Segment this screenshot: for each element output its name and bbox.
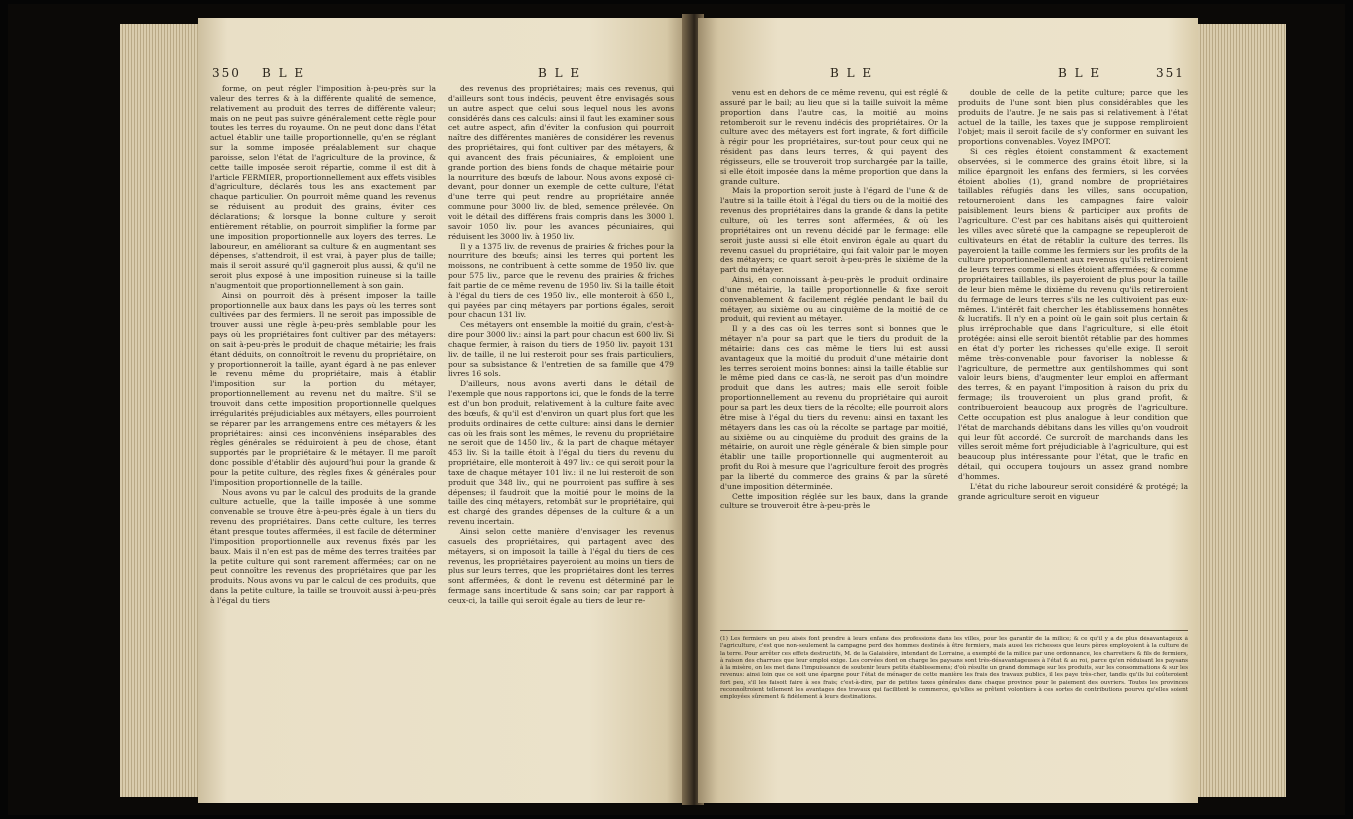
paragraph: Ainsi on pourroit dès à présent imposer la taille proportionnelle aux baux dans les pays où les terres sont cultivées par des fermiers. Il ne seroit pas impossible de trouver aussi une règle à-peu-près semblable pour les pays où les propriétaires font cultiver par des métayers: on sait à-peu-près le produit de chaque métairie; les frais étant déduits, on connoîtroit le revenu du propriétaire, on y proportionneroit la taille, ayant égard à ne pas enlever le revenu même du propriétaire, mais à établir l'imposition sur la portion du métayer, proportionnellement au revenu net du maître. S'il se trouvoit dans cette imposition proportionnelle quelques irrégularités préjudiciables aux métayers, elles pourroient se réparer par les arrangemens entre ces métayers & les propriétaires: ainsi ces inconvéniens inséparables des règles générales se réduiroient à peu de chose, étant supportés par le propriétaire & le métayer. Il me paroît donc possible d'établir dès aujourd'hui pour la grande & pour la petite culture, des règles fixes & générales pour l'imposition proportionnelle de la taille. bbox=[210, 290, 436, 487]
paragraph: Ces métayers ont ensemble la moitié du grain, c'est-à-dire pour 3000 liv.: ainsi la part pour chacun est 600 liv. Si chaque fermier, à raison du tiers de 1950 liv. payoit 131 liv. de taille, il ne lui resteroit pour ses frais particuliers, pour sa subsistance & l'entretien de sa famille que 479 livres 16 sols. bbox=[448, 320, 674, 379]
paragraph: double de celle de la petite culture; parce que les produits de l'une sont bien plus considérables que les produits de l'autre. Je ne sais pas si relativement à l'état actuel de la taille, les taxes que je suppose rempliroient l'objet; mais il seroit facile de s'y conformer en suivant les proportions convenables. Voyez IMPOT. bbox=[958, 88, 1188, 147]
paragraph: D'ailleurs, nous avons averti dans le détail de l'exemple que nous rapportons ici, que le fonds de la terre est d'un bon produit, relativement à la culture faite avec des bœufs, & qu'il est d'environ un quart plus fort que les produits ordinaires de cette culture: ainsi dans le dernier cas où les frais sont les mêmes, le revenu du propriétaire ne seroit que de 1450 liv., & la part de chaque métayer 453 liv. Si la taille étoit à l'égal du tiers du revenu du propriétaire, elle monteroit à 497 liv.: ce qui seroit pour la taxe de chaque métayer 101 liv.: il ne lui resteroit de son produit que 348 liv., qui ne pourroient pas suffire à ses dépenses; il faudroit que la moitié pour le moins de la taille des cinq métayers, retombât sur le propriétaire, qui est chargé des grandes dépenses de la culture & a un revenu incertain. bbox=[448, 379, 674, 527]
left-page-column-2 bbox=[448, 84, 674, 803]
paragraph: L'état du riche laboureur seroit considéré & protégé; la grande agriculture seroit en vigueur bbox=[958, 481, 1188, 501]
right-page-edges bbox=[1198, 24, 1286, 797]
paragraph: Ainsi, en connoissant à-peu-près le produit ordinaire d'une métairie, la taille proportionnelle & fixe seroit convenablement & facilement réglée pendant le bail du métayer, au sixième ou au cinquième de la moitié de ce produit, qui revient au métayer. bbox=[720, 275, 948, 324]
running-head-right-col2: B L E bbox=[1058, 66, 1102, 80]
paragraph: Cette imposition réglée sur les baux, dans la grande culture se trouveroit être à-peu-près le bbox=[720, 491, 948, 511]
paragraph: forme, on peut régler l'imposition à-peu-près sur la valeur des terres & à la différente qualité de semence, relativement au produit des terres de différente valeur; mais on ne peut pas suivre généralement cette règle pour toutes les terres du royaume. On ne peut donc dans l'état actuel établir une taille proportionnelle, qu'en se réglant sur la somme imposée préalablement sur chaque paroisse, selon l'état de l'agriculture de la province, & cette taille imposée seroit répartie, comme il est dit à l'article FERMIER, proportionnellement aux effets visibles d'agriculture, déclarés tous les ans exactement par chaque particulier. On pourroit même quand les revenus se réduisent au produit des grains, éviter ces déclarations; & lorsque la bonne culture y seroit entièrement rétablie, on pourroit simplifier la forme par une imposition proportionnelle aux loyers des terres. Le laboureur, en améliorant sa culture & en augmentant ses dépenses, s'attendroit, il est vrai, à payer plus de taille; mais il seroit assuré qu'il gagneroit plus aussi, & qu'il ne seroit plus exposé à une imposition ruineuse si la taille n'augmentoit que proportionnellement à son gain. bbox=[210, 84, 436, 290]
paragraph: Mais la proportion seroit juste à l'égard de l'une & de l'autre si la taille étoit à l'égal du tiers ou de la moitié des revenus des propriétaires dans la grande & dans la petite culture, où les terres sont affermées, & où les propriétaires ont un revenu décidé par le fermage: elle seroit juste aussi si elle étoit environ égale au quart du revenu casuel du propriétaire, qui fait valoir par le moyen des métayers; ce quart seroit à-peu-près le sixième de la part du métayer. bbox=[720, 186, 948, 275]
paragraph: Ainsi selon cette manière d'envisager les revenus casuels des propriétaires, qui partagent avec des métayers, si on imposoit la taille à l'égal du tiers de ces revenus, les propriétaires payeroient au moins un tiers de plus sur leurs terres, que les propriétaires dont les terres sont affermées, & dont le revenu est déterminé par le fermage sans incertitude & sans soin; car par rapport à ceux-ci, la taille qui seroit égale au tiers de leur re- bbox=[448, 526, 674, 605]
footnote-rule bbox=[720, 630, 1188, 631]
running-head-left-col2: B L E bbox=[538, 66, 582, 80]
page-number-right: 351 bbox=[1156, 66, 1185, 80]
paragraph: venu est en dehors de ce même revenu, qui est réglé & assuré par le bail; au lieu que si la taille suivoit la même proportion dans l'autre cas, la moitié au moins retomberoit sur le revenu indécis des propriétaires. Or la culture avec des métayers est fort ingrate, & fort difficile à régir pour les propriétaires, sur-tout pour ceux qui ne résident pas dans leurs terres, & qui payent des régisseurs, elle se trouveroit trop surchargée par la taille, si elle étoit imposée dans la même proportion que dans la grande culture. bbox=[720, 88, 948, 186]
running-head-left-col1: B L E bbox=[262, 66, 306, 80]
left-page-edges bbox=[120, 24, 198, 797]
paragraph: Il y a des cas où les terres sont si bonnes que le métayer n'a pour sa part que le tiers du produit de la métairie: dans ces cas même le tiers lui est aussi avantageux que la moitié du produit d'une métairie dont les terres seroient moins bonnes: ainsi la taille établie sur le même pied dans ce cas-là, ne seroit pas d'un moindre produit que dans les autres; mais elle seroit foible proportionnellement au revenu du propriétaire qui auroit pour sa part les deux tiers de la récolte; elle pourroit alors être mise à l'égal du tiers du revenu: ainsi en taxant les métayers dans les cas où la récolte se partage par moitié, au sixième ou au cinquième du produit des grains de la métairie, on auroit une règle générale & bien simple pour établir une taille proportionnelle qui augmenteroit au profit du Roi à mesure que l'agriculture feroit des progrès par la liberté du commerce des grains & par la sûreté d'une imposition déterminée. bbox=[720, 324, 948, 491]
paragraph: Il y a 1375 liv. de revenus de prairies & friches pour la nourriture des bœufs; ainsi les terres qui portent les moissons, ne contribuent à cette somme de 1950 liv. que pour 575 liv., parce que le revenu des prairies & friches fait partie de ce même revenu de 1950 liv. Si la taille étoit à l'égal du tiers de ces 1950 liv., elle monteroit à 650 l., qui payées par cinq métayers par portions égales, seroit pour chacun 131 liv. bbox=[448, 241, 674, 320]
running-head-right-col1: B L E bbox=[830, 66, 874, 80]
paragraph: Si ces règles étoient constamment & exactement observées, si le commerce des grains étoit libre, si la milice épargnoit les enfans des fermiers, si les corvées étoient abolies (1), grand nombre de propriétaires taillables réfugiés dans les villes, sans occupation, retourneroient dans les campagnes faire valoir paisiblement leurs biens & participer aux profits de l'agriculture. C'est par ces habitans aisés qui quitteroient les villes avec sûreté que la campagne se repeupleroit de cultivateurs en état de rétablir la culture des terres. Ils payeroient la taille comme les fermiers sur les profits de la culture proportionnellement aux revenus qu'ils retireroient de leurs terres comme si elles étoient affermées; & comme propriétaires taillables, ils payeroient de plus pour la taille de leur bien même le dixième du revenu qu'ils retireroient du fermage de leurs terres s'ils ne les cultivoient pas eux-mêmes. L'intérêt fait chercher les établissemens honnêtes & lucratifs. Il n'y en a point où le gain soit plus certain & plus irréprochable que dans l'agriculture, si elle étoit protégée: ainsi elle seroit bientôt rétablie par des hommes en état d'y porter les richesses qu'elle exige. Il seroit même très-convenable pour favoriser la noblesse & l'agriculture, de permettre aux gentilshommes qui sont valoir leurs biens, d'augmenter leur emploi en affermant des terres, & en payant l'imposition à raison du prix du fermage; ils trouveroient un plus grand profit, & contribueroient beaucoup aux progrès de l'agriculture. Cette occupation est plus analogue à leur condition que l'état de marchands débitans dans les villes qu'on voudroit qui leur fût accordé. Ce surcroît de marchands dans les villes seroit même fort préjudiciable à l'agriculture, qui est beaucoup plus intéressante pour l'état, que le trafic en détail, qui occupera toujours un assez grand nombre d'hommes. bbox=[958, 147, 1188, 481]
footnote: (1) Les fermiers un peu aisés font prendre à leurs enfans des professions dans les villes, pour les garantir de la milice; & ce qu'il y a de plus désavantageux à l'agriculture, c'est que non-seulement la campagne perd des hommes destinés à être fermiers, mais aussi les richesses que leurs pères employoient à la culture de la terre. Pour arrêter ces effets destructifs, M. de la Galaisière, intendant de Lorraine, a exempté de la milice par une ordonnance, les charretiers & fils de fermiers, à raison des charrues que leur emploi exige. Les corvées dont on charge les paysans sont très-désavantageuses à l'état & au roi, parce qu'en réduisant les paysans à la misère, on les met dans l'impuissance de soutenir leurs petits établissemens; d'où résulte un grand dommage sur les produits, sur les consommations & sur les revenus: ainsi loin que ce soit une épargne pour l'état de ménager de cette manière les frais des travaux publics, il les paye très-cher, tandis qu'ils lui coûteroient fort peu, s'il les faisoit faire à ses frais; c'est-à-dire, par de petites taxes générales dans chaque province pour le paiement des ouvriers. Toutes les provinces reconnoîtroient tellement les avantages des travaux qui facilitent le commerce, qu'elles se prêtent volontiers à ces sortes de contributions pourvu qu'elles soient employées sûrement & fidèlement à leurs destinations. bbox=[720, 636, 1188, 701]
paragraph: des revenus des propriétaires; mais ces revenus, qui d'ailleurs sont tous indécis, peuvent être envisagés sous un autre aspect que celui sous lequel nous les avons considérés dans ces calculs: ainsi il faut les examiner sous cet autre aspect, afin d'éviter la confusion qui pourroit naître des différentes manières de considérer les revenus des propriétaires, qui font cultiver par des métayers, & qui avancent des frais pécuniaires, & emploient une grande portion des biens fonds de chaque métairie pour la nourriture des bœufs de labour. Nous avons exposé ci-devant, pour donner un exemple de cette culture, l'état d'une terre qui peut rendre au propriétaire année commune pour 3000 liv. de bled, semence prélevée. On voit le détail des différens frais compris dans les 3000 l. savoir 1050 liv. pour les avances pécuniaires, qui réduisent les 3000 liv. à 1950 liv. bbox=[448, 84, 674, 241]
left-page-column-1 bbox=[210, 84, 436, 803]
paragraph: Nous avons vu par le calcul des produits de la grande culture actuelle, que la taille imposée à une somme convenable se trouve être à-peu-près égale à un tiers du revenu des propriétaires. Dans cette culture, les terres étant presque toutes affermées, il est facile de déterminer l'imposition proportionnelle aux revenus fixés par les baux. Mais il n'en est pas de même des terres traitées par la petite culture qui sont rarement affermées; car on ne peut connoître les revenus des propriétaires que par les produits. Nous avons vu par le calcul de ces produits, que dans la petite culture, la taille se trouvoit aussi à-peu-près à l'égal du tiers bbox=[210, 487, 436, 605]
right-page bbox=[698, 18, 1198, 803]
right-page-column-2 bbox=[958, 88, 1188, 623]
open-book bbox=[8, 4, 1345, 815]
left-page bbox=[198, 18, 686, 803]
page-number-left: 350 bbox=[212, 66, 241, 80]
right-page-column-1 bbox=[720, 88, 948, 623]
